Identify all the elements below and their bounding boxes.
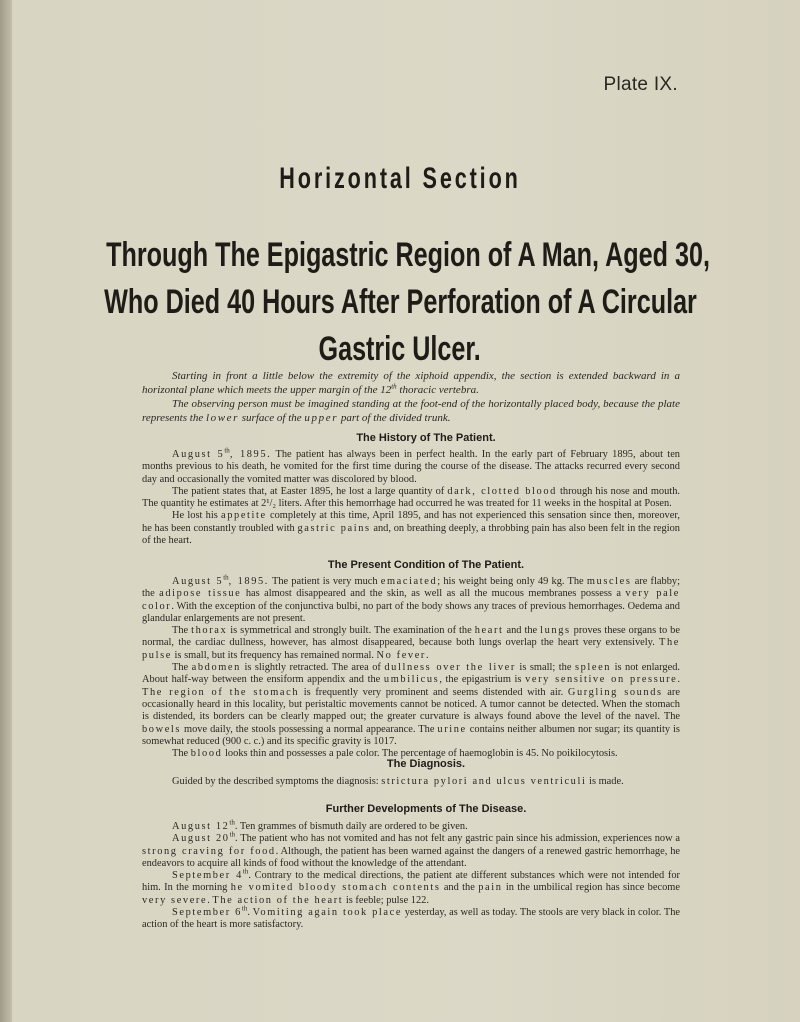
book-binding	[0, 0, 12, 1022]
page-title: Horizontal Section	[279, 162, 521, 195]
plate-label: Plate IX.	[603, 74, 678, 95]
condition-heading: The Present Condition of The Patient.	[327, 559, 525, 571]
further-paragraph: August 12th. Ten grammes of bismuth daily are ordered to be given.	[172, 818, 468, 832]
history-heading: The History of The Patient.	[356, 432, 496, 444]
condition-paragraph: The abdomen is slightly retracted. The area of dullness over the liver is small; the spleen is not enlarged. About half-way between the ensiform appendix and the umbilicus, the epigastrium is very sensitive on pressure. The region of the stomach is frequently very prominent and seems distended with air. Gurgling sounds are occasionally heard in this locality, but peristaltic movements cannot be noticed. A tumor cannot be detected. When the stomach is distended, its borders can be clearly mapped out; the greater curvature is always found above the level of the navel. The bowels move daily, the stools possessing a normal appearance. The urine contains neither albumen nor sugar; its quantity is somewhat reduced (900 c. c.) and its specific gravity is 1017.	[142, 662, 681, 747]
further-paragraph: August 20th. The patient who has not vomited and has not felt any gastric pain since his admission, experiences now a strong craving for food. Although, the patient has been warned against the dangers of a renewed gastric hemorrhage, he endeavors to acquire all kinds of food without the knowledge of the attendant.	[142, 830, 680, 869]
further-section	[142, 818, 681, 932]
further-paragraph: September 4th. Contrary to the medical directions, the patient ate different substances which were not intended for him. In the morning he vomited bloody stomach contents and the pain in the umbilical region has since become very severe. The action of the heart is feeble; pulse 122.	[142, 867, 680, 906]
history-paragraph: He lost his appetite completely at this time, April 1895, and has not experienced this sensation since then, moreover, he has been constantly troubled with gastric pains and, on breathing deeply, a throbbing pain has also been felt in the region of the heart.	[142, 510, 680, 547]
condition-paragraph: The thorax is symmetrical and strongly built. The examination of the heart and the lungs proves these organs to be normal, the cardiac dullness, however, has almost disappeared, because both lungs overlap the heart very extensively. The pulse is small, but its frequency has remained normal. No fever.	[142, 625, 680, 661]
diagnosis-heading: The Diagnosis.	[386, 758, 466, 770]
history-paragraph: August 5th, 1895. The patient has always been in perfect health. In the early part of February 1895, about ten months previous to his death, he vomited for the first time during the course of the disease. The attacks recurred every second day and occasionally the vomited matter was discolored by blood.	[142, 446, 681, 485]
further-paragraph: September 6th. Vomiting again took place yesterday, as well as today. The stools are very black in color. The action of the heart is more satisfactory.	[142, 904, 681, 931]
diagnosis-section	[142, 776, 680, 788]
condition-paragraph: August 5th, 1895. The patient is very much emaciated; his weight being only 49 kg. The muscles are flabby; the adipose tissue has almost disappeared and the skin, as well as all the mucous membranes possess a very pale color. With the exception of the conjunctiva bulbi, no part of the body shows any traces of previous hemorrhages. Oedema and glandular enlargements are not present.	[142, 573, 680, 624]
intro-paragraph: The observing person must be imagined standing at the foot-end of the horizontally placed body, because the plate represents the lower surface of the upper part of the divided trunk.	[142, 398, 680, 424]
intro-paragraph: Starting in front a little below the extremity of the xiphoid appendix, the section is extended backward in a horizontal plane which meets the upper margin of the 12th thoracic vertebra.	[142, 370, 680, 396]
history-paragraph: The patient states that, at Easter 1895, he lost a large quantity of dark, clotted blood through his nose and mouth. The quantity he estimates at 2¹/₂ liters. After this hemorrhage had occurred he was treated for 11 weeks in the hospital at Posen.	[142, 485, 680, 510]
history-section	[142, 446, 681, 547]
diagnosis-paragraph: Guided by the described symptoms the diagnosis: strictura pylori and ulcus ventriculi is made.	[172, 776, 624, 787]
further-heading: Further Developments of The Disease.	[325, 803, 527, 815]
page-subtitle	[0, 232, 800, 373]
condition-section	[142, 573, 681, 760]
subtitle-line: Who Died 40 Hours After Perforation of A Circular	[104, 283, 697, 321]
intro-text	[142, 369, 680, 425]
subtitle-line: Gastric Ulcer.	[318, 330, 482, 368]
condition-paragraph: The blood looks thin and possesses a pale color. The percentage of haemoglobin is 45. No poikilocytosis.	[172, 748, 618, 760]
subtitle-line: Through The Epigastric Region of A Man, Aged 30,	[106, 236, 710, 274]
